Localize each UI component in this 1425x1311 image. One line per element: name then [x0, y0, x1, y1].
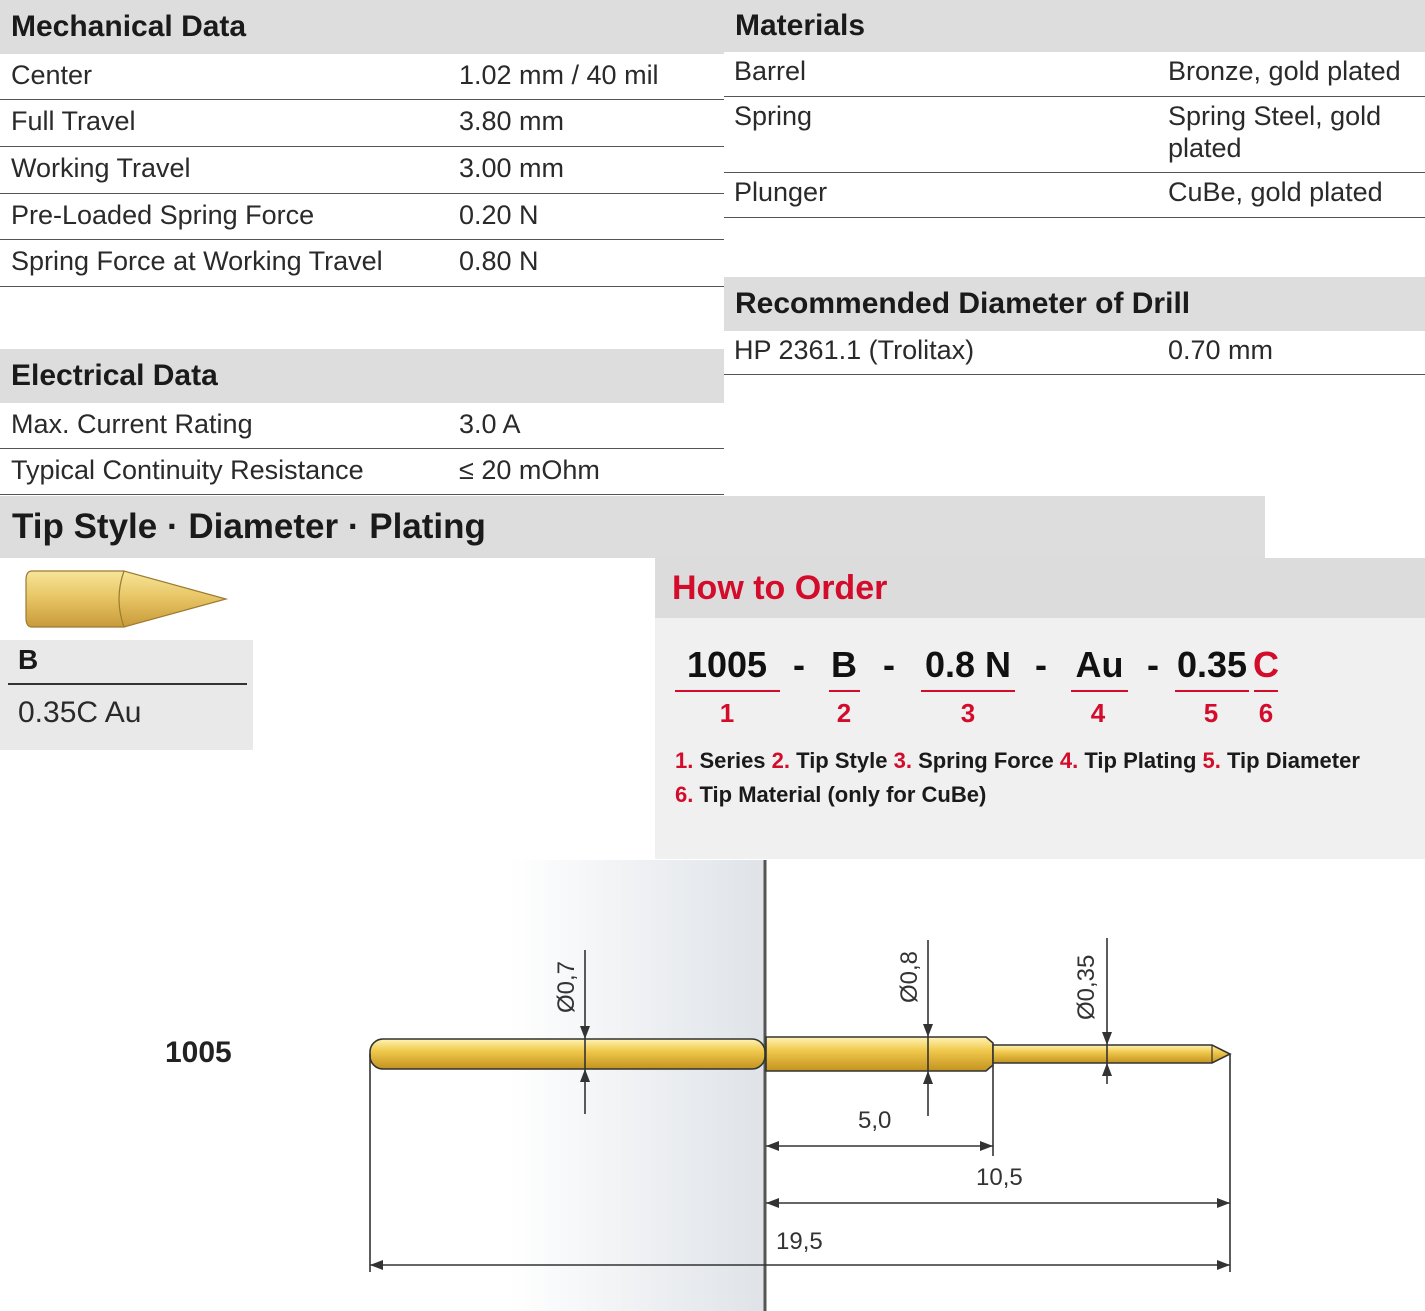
legend-text: Tip Material (only for CuBe) — [699, 782, 987, 807]
row-value: 3.80 mm — [459, 106, 565, 136]
legend-text: Tip Plating — [1084, 748, 1197, 773]
order-segment-tip-diameter: 0.35 — [1176, 644, 1248, 685]
materials-row — [724, 52, 1425, 97]
row-value: 0.70 mm — [1168, 335, 1274, 365]
order-dash: - — [793, 644, 805, 685]
probe-barrel — [370, 1039, 765, 1069]
tip-title: Tip Style · Diameter · Plating — [12, 507, 486, 546]
row-label: Barrel — [734, 56, 807, 86]
materials-row — [724, 97, 1425, 173]
row-label: Pre-Loaded Spring Force — [11, 200, 315, 230]
tip-b-icon — [24, 568, 230, 630]
order-title: How to Order — [655, 558, 1425, 618]
row-value: 3.0 A — [459, 409, 521, 439]
dim-c-label: 19,5 — [776, 1228, 823, 1255]
drill-header — [724, 277, 1425, 331]
order-underline — [921, 690, 1015, 692]
row-value: 1.02 mm / 40 mil — [459, 60, 659, 90]
row-label: Max. Current Rating — [11, 409, 253, 439]
dia-body-label: Ø0,8 — [896, 950, 923, 1003]
order-number: 5 — [1203, 698, 1219, 728]
order-number: 3 — [960, 698, 976, 728]
tip-header — [0, 496, 1265, 558]
order-underline — [675, 690, 780, 692]
legend-num: 1. — [675, 748, 694, 773]
row-value: 3.00 mm — [459, 153, 565, 183]
row-label: Spring — [734, 101, 813, 131]
row-value: CuBe, gold plated — [1168, 177, 1383, 207]
probe-plunger — [993, 1045, 1230, 1063]
materials-header — [724, 0, 1425, 52]
order-legend-line2 — [675, 778, 986, 812]
tip-box — [0, 640, 253, 750]
mechanical-row — [0, 194, 724, 240]
order-underline — [829, 690, 860, 692]
dim-b-label: 10,5 — [976, 1164, 1023, 1191]
row-label: Plunger — [734, 177, 828, 207]
legend-text: Tip Style — [796, 748, 888, 773]
order-number: 1 — [719, 698, 735, 728]
electrical-row — [0, 403, 724, 449]
dia-barrel-label: Ø0,7 — [553, 960, 580, 1013]
row-value: 0.20 N — [459, 200, 539, 230]
probe-drawing — [0, 860, 1425, 1311]
order-dash: - — [1147, 644, 1159, 685]
legend-text: Tip Diameter — [1227, 748, 1360, 773]
order-dash: - — [1035, 644, 1047, 685]
row-label: Full Travel — [11, 106, 136, 136]
order-segment-tip-style: B — [831, 644, 857, 685]
order-dash: - — [883, 644, 895, 685]
row-value: Bronze, gold plated — [1168, 56, 1401, 86]
order-legend — [675, 744, 1360, 778]
row-value: ≤ 20 mOhm — [459, 455, 600, 485]
mechanical-title: Mechanical Data — [11, 10, 247, 43]
drill-row — [724, 331, 1425, 375]
legend-num: 6. — [675, 782, 694, 807]
row-label: Typical Continuity Resistance — [11, 455, 364, 485]
row-label: HP 2361.1 (Trolitax) — [734, 335, 975, 365]
row-value: 0.80 N — [459, 246, 539, 276]
mount-plate — [510, 860, 764, 1311]
legend-num: 4. — [1059, 748, 1079, 773]
row-value-cont: plated — [1168, 133, 1242, 163]
order-segment-spring-force: 0.8 N — [924, 644, 1012, 685]
materials-title: Materials — [735, 9, 866, 42]
mechanical-row — [0, 240, 724, 287]
materials-row — [724, 173, 1425, 218]
dim-a-label: 5,0 — [858, 1107, 892, 1134]
legend-num: 2. — [771, 748, 791, 773]
mechanical-header — [0, 0, 724, 54]
mechanical-row — [0, 54, 724, 100]
order-underline — [1175, 690, 1249, 692]
mechanical-row — [0, 147, 724, 194]
order-underline — [1254, 690, 1278, 692]
part-number: 1005 — [165, 1036, 232, 1069]
drill-title: Recommended Diameter of Drill — [735, 287, 1191, 320]
tip-spec: 0.35C Au — [18, 696, 142, 729]
probe-body — [766, 1037, 993, 1071]
legend-num: 5. — [1202, 748, 1221, 773]
order-segment-tip-plating: Au — [1075, 644, 1124, 685]
how-to-order-panel — [655, 558, 1425, 859]
order-number: 6 — [1258, 698, 1274, 728]
row-label: Spring Force at Working Travel — [11, 246, 383, 276]
electrical-title: Electrical Data — [11, 359, 218, 392]
row-label: Center — [11, 60, 93, 90]
electrical-row — [0, 449, 724, 495]
electrical-header — [0, 349, 724, 403]
tip-divider — [8, 683, 247, 685]
tip-style-label: B — [18, 644, 39, 675]
mechanical-row — [0, 100, 724, 147]
order-number: 2 — [836, 698, 852, 728]
legend-text: Series — [699, 748, 766, 773]
dia-tip-label: Ø0,35 — [1073, 954, 1100, 1020]
legend-num: 3. — [893, 748, 912, 773]
order-number: 4 — [1090, 698, 1106, 728]
order-segment-series: 1005 — [686, 644, 768, 685]
legend-text: Spring Force — [918, 748, 1054, 773]
order-segment-tip-material: C — [1253, 644, 1279, 685]
row-value: Spring Steel, gold — [1168, 101, 1382, 131]
order-underline — [1071, 690, 1128, 692]
row-label: Working Travel — [11, 153, 191, 183]
